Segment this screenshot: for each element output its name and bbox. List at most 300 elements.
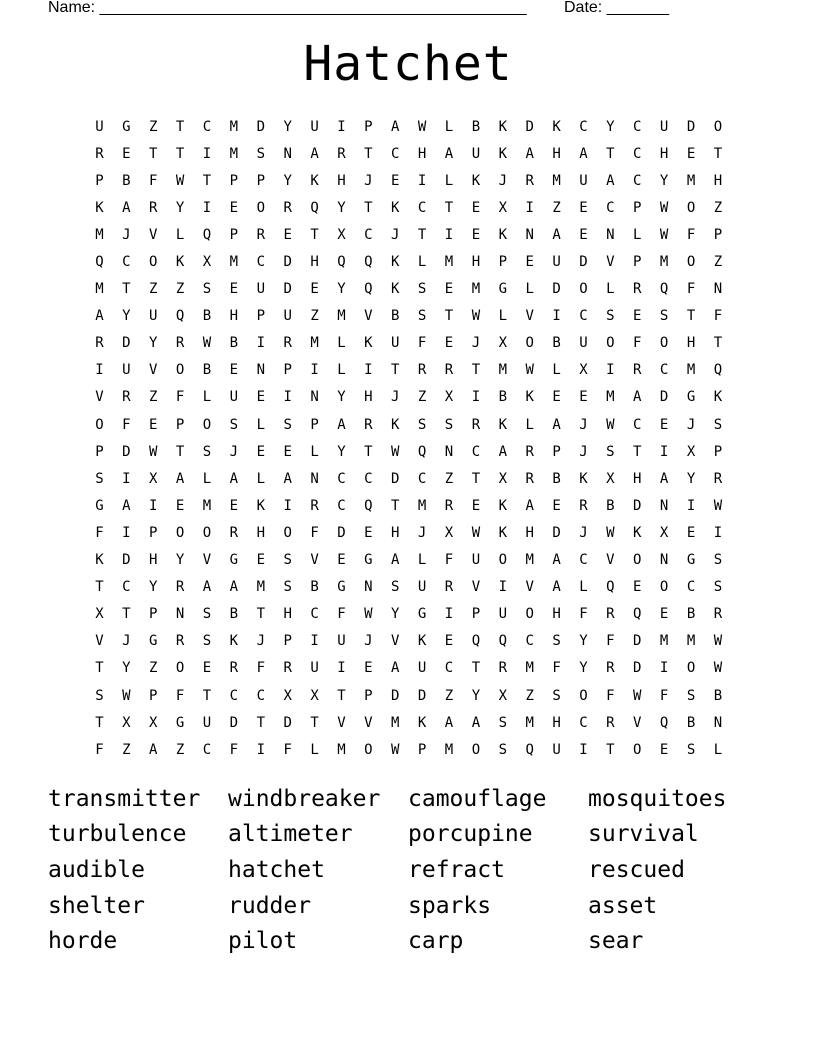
grid-cell: X [686,443,696,460]
grid-cell: W [391,443,400,460]
grid-cell: J [364,172,373,189]
grid-cell: O [686,254,696,271]
grid-cell: A [175,470,185,487]
grid-cell: Z [149,389,158,406]
grid-cell: F [95,524,104,541]
grid-cell: V [310,552,319,569]
grid-cell: F [659,687,669,704]
grid-row [86,140,731,167]
grid-cell: F [633,335,642,352]
grid-cell: I [659,660,669,677]
grid-cell: E [471,226,481,243]
grid-cell: E [229,199,239,216]
grid-cell: A [444,145,454,162]
grid-cell: A [149,741,158,758]
grid-cell: C [633,118,642,135]
grid-row [86,248,731,275]
grid-cell: A [391,660,400,677]
grid-cell: I [337,118,346,135]
grid-cell: F [229,741,239,758]
grid-cell: W [606,416,615,433]
grid-cell: I [606,362,615,379]
grid-cell: R [579,497,588,514]
grid-cell: A [552,416,561,433]
grid-cell: A [229,470,239,487]
grid-cell: I [552,308,561,325]
grid-cell: G [364,552,373,569]
grid-cell: T [122,606,131,623]
grid-cell: P [364,687,373,704]
grid-cell: T [471,470,481,487]
grid-cell: R [444,579,454,596]
grid-cell: O [364,741,373,758]
grid-cell: C [633,172,642,189]
grid-cell: R [713,470,723,487]
grid-cell: D [686,118,696,135]
grid-cell: E [686,524,696,541]
grid-row [86,357,731,384]
grid-cell: T [471,660,481,677]
grid-cell: T [364,199,373,216]
grid-cell: I [202,199,212,216]
grid-cell: F [283,741,292,758]
grid-cell: I [364,362,373,379]
grid-cell: I [444,226,454,243]
grid-cell: F [175,687,185,704]
grid-cell: S [686,687,696,704]
grid-cell: V [95,633,104,650]
grid-cell: U [283,308,292,325]
grid-cell: P [364,118,373,135]
grid-cell: P [95,172,104,189]
grid-cell: C [256,254,265,271]
grid-cell: R [95,335,104,352]
grid-cell: U [256,281,265,298]
grid-cell: T [444,199,454,216]
grid-cell: D [256,118,265,135]
word-item: rudder [228,892,312,919]
grid-row [86,574,731,601]
grid-cell: Q [95,254,104,271]
grid-cell: L [256,416,265,433]
word-item: camouflage [408,785,547,812]
grid-cell: H [552,606,561,623]
grid-cell: B [686,714,696,731]
grid-cell: X [498,199,508,216]
grid-cell: D [525,118,534,135]
grid-cell: A [659,470,669,487]
grid-cell: X [283,687,292,704]
grid-cell: I [256,335,265,352]
grid-cell: L [337,335,346,352]
grid-cell: E [525,254,534,271]
grid-cell: O [175,524,185,541]
grid-cell: E [659,606,669,623]
grid-cell: Z [149,660,158,677]
grid-cell: K [310,172,319,189]
grid-cell: T [713,145,723,162]
grid-cell: L [417,254,427,271]
grid-cell: Y [337,443,346,460]
word-row [48,817,768,853]
grid-cell: T [686,308,696,325]
grid-cell: M [686,172,696,189]
grid-cell: W [471,308,481,325]
grid-row [86,411,731,438]
grid-cell: K [417,714,427,731]
grid-cell: D [391,687,400,704]
grid-cell: F [444,552,454,569]
grid-cell: A [391,118,400,135]
grid-cell: B [202,308,212,325]
grid-cell: Q [310,199,319,216]
grid-cell: Z [444,687,454,704]
grid-cell: Z [525,687,534,704]
grid-cell: T [202,687,212,704]
grid-cell: D [391,470,400,487]
grid-cell: H [552,145,561,162]
grid-cell: F [606,633,615,650]
word-item: audible [48,856,145,883]
grid-cell: S [95,687,104,704]
grid-cell: Q [175,308,185,325]
grid-cell: K [498,497,508,514]
grid-cell: Q [202,226,212,243]
grid-cell: B [202,362,212,379]
grid-cell: R [525,443,534,460]
grid-cell: V [525,308,534,325]
grid-row [86,628,731,655]
grid-cell: R [606,606,615,623]
grid-cell: R [417,362,427,379]
grid-cell: Q [364,254,373,271]
grid-cell: P [256,172,265,189]
grid-cell: L [552,362,561,379]
grid-cell: N [256,362,265,379]
grid-cell: O [471,741,481,758]
grid-cell: R [606,660,615,677]
grid-cell: O [525,606,534,623]
grid-cell: L [525,416,534,433]
grid-cell: L [444,172,454,189]
grid-cell: X [498,470,508,487]
word-item: rescued [588,856,685,883]
grid-cell: A [122,199,131,216]
grid-cell: H [229,308,239,325]
grid-cell: S [202,443,212,460]
grid-cell: I [202,145,212,162]
grid-cell: Y [471,687,481,704]
grid-cell: H [552,714,561,731]
grid-cell: R [337,145,346,162]
grid-cell: R [229,524,239,541]
grid-cell: C [579,118,588,135]
grid-cell: R [95,145,104,162]
grid-cell: W [202,335,212,352]
grid-cell: T [175,118,185,135]
grid-cell: M [95,226,104,243]
grid-cell: J [364,633,373,650]
grid-cell: M [659,633,669,650]
grid-cell: I [471,389,481,406]
grid-cell: U [391,335,400,352]
grid-cell: M [498,362,508,379]
grid-row [86,438,731,465]
grid-cell: F [95,741,104,758]
grid-cell: D [417,687,427,704]
grid-cell: V [606,254,615,271]
grid-cell: F [122,416,131,433]
grid-cell: I [579,741,588,758]
word-item: horde [48,928,118,955]
grid-cell: K [713,389,723,406]
word-item: sear [588,928,644,955]
grid-cell: H [256,524,265,541]
grid-cell: M [606,389,615,406]
grid-cell: C [686,579,696,596]
grid-cell: W [525,362,534,379]
grid-cell: P [256,308,265,325]
grid-cell: A [229,579,239,596]
grid-cell: X [659,524,669,541]
grid-cell: Y [149,335,158,352]
grid-cell: P [713,226,723,243]
grid-cell: D [283,281,292,298]
grid-cell: L [202,470,212,487]
grid-cell: X [149,714,158,731]
grid-cell: K [95,199,104,216]
grid-cell: E [283,443,292,460]
grid-cell: U [659,118,669,135]
grid-cell: Y [337,389,346,406]
grid-cell: O [149,254,158,271]
grid-cell: K [229,633,239,650]
grid-cell: D [633,633,642,650]
grid-cell: M [525,660,534,677]
grid-cell: O [686,199,696,216]
grid-cell: Z [149,118,158,135]
grid-cell: X [95,606,104,623]
grid-cell: V [633,714,642,731]
grid-row [86,655,731,682]
grid-cell: S [283,579,292,596]
grid-cell: E [364,524,373,541]
grid-cell: M [686,362,696,379]
grid-cell: C [391,145,400,162]
grid-cell: L [337,362,346,379]
grid-cell: L [256,470,265,487]
grid-cell: U [310,118,319,135]
grid-cell: C [337,470,346,487]
grid-cell: J [579,443,588,460]
header [48,0,669,20]
grid-cell: R [633,362,642,379]
grid-cell: K [525,389,534,406]
grid-cell: O [633,552,642,569]
grid-cell: H [659,145,669,162]
word-item: asset [588,892,658,919]
grid-cell: A [202,579,212,596]
grid-cell: H [283,606,292,623]
grid-cell: K [498,145,508,162]
grid-cell: C [364,226,373,243]
grid-cell: L [417,552,427,569]
grid-cell: B [606,497,615,514]
grid-cell: C [471,443,481,460]
grid-row [86,330,731,357]
grid-cell: M [417,497,427,514]
grid-cell: V [337,714,346,731]
grid-cell: T [122,281,131,298]
grid-cell: X [498,687,508,704]
grid-cell: S [202,633,212,650]
grid-cell: K [95,552,104,569]
grid-cell: R [633,281,642,298]
grid-cell: Y [337,281,346,298]
grid-cell: G [149,633,158,650]
grid-cell: Q [471,633,481,650]
grid-cell: Y [337,199,346,216]
grid-cell: J [686,416,696,433]
grid-cell: I [659,443,669,460]
grid-cell: B [122,172,131,189]
grid-cell: I [95,362,104,379]
grid-cell: D [633,660,642,677]
grid-cell: E [659,741,669,758]
grid-cell: A [95,308,104,325]
grid-cell: P [633,199,642,216]
grid-cell: S [283,416,292,433]
grid-cell: H [149,552,158,569]
grid-cell: K [471,172,481,189]
word-item: refract [408,856,505,883]
grid-cell: C [579,552,588,569]
grid-cell: T [337,687,346,704]
grid-cell: T [444,308,454,325]
grid-cell: B [229,335,239,352]
grid-cell: H [713,172,723,189]
grid-cell: P [175,416,185,433]
grid-cell: C [444,660,454,677]
grid-cell: E [659,416,669,433]
grid-cell: O [579,281,588,298]
grid-cell: O [498,552,508,569]
grid-cell: I [149,497,158,514]
grid-cell: O [633,741,642,758]
grid-cell: B [552,335,561,352]
grid-cell: N [713,281,723,298]
grid-cell: W [713,497,723,514]
word-item: mosquitoes [588,785,727,812]
grid-cell: K [498,226,508,243]
grid-cell: C [579,714,588,731]
grid-cell: S [606,308,615,325]
grid-cell: L [202,389,212,406]
grid-cell: Y [122,660,131,677]
grid-cell: P [283,633,292,650]
grid-cell: R [525,470,534,487]
grid-cell: T [175,443,185,460]
grid-cell: B [713,687,723,704]
grid-cell: E [256,443,265,460]
grid-cell: O [175,362,185,379]
grid-cell: F [149,172,158,189]
grid-cell: P [283,362,292,379]
grid-cell: M [471,281,481,298]
grid-cell: I [337,660,346,677]
grid-cell: K [391,254,400,271]
word-row [48,781,768,817]
date-field-label: Date: _______ [564,0,669,16]
grid-cell: J [391,226,400,243]
grid-cell: M [552,172,561,189]
grid-cell: E [310,281,319,298]
grid-cell: K [552,118,561,135]
grid-cell: R [310,497,319,514]
grid-cell: P [149,606,158,623]
grid-cell: S [417,308,427,325]
grid-cell: N [310,470,319,487]
word-item: porcupine [408,821,533,848]
grid-cell: Z [310,308,319,325]
word-row [48,923,768,959]
grid-cell: N [713,714,723,731]
grid-cell: C [202,118,212,135]
grid-row [86,221,731,248]
grid-cell: Z [713,254,723,271]
grid-cell: Y [175,199,185,216]
grid-cell: S [713,552,723,569]
grid-row [86,601,731,628]
grid-cell: G [498,281,508,298]
grid-cell: S [229,416,239,433]
grid-cell: P [417,741,427,758]
grid-cell: T [95,579,104,596]
word-item: carp [408,928,464,955]
grid-cell: M [525,552,534,569]
grid-cell: B [498,389,508,406]
grid-cell: I [122,470,131,487]
grid-cell: Z [444,470,454,487]
grid-cell: N [175,606,185,623]
grid-cell: W [471,524,481,541]
grid-cell: P [471,606,481,623]
grid-cell: C [122,254,131,271]
grid-row [86,465,731,492]
grid-cell: E [579,226,588,243]
word-item: sparks [408,892,492,919]
grid-cell: K [256,497,265,514]
grid-cell: F [686,281,696,298]
grid-cell: R [283,660,292,677]
grid-cell: V [391,633,400,650]
word-item: altimeter [228,821,353,848]
grid-cell: I [498,579,508,596]
grid-cell: M [686,633,696,650]
grid-cell: D [122,443,131,460]
grid-cell: G [417,606,427,623]
word-item: shelter [48,892,145,919]
word-row [48,852,768,888]
grid-cell: N [283,145,292,162]
grid-cell: Q [606,579,615,596]
grid-cell: M [444,741,454,758]
grid-cell: F [337,606,346,623]
grid-cell: A [391,552,400,569]
grid-row [86,113,731,140]
grid-cell: H [471,254,481,271]
grid-cell: Q [364,497,373,514]
